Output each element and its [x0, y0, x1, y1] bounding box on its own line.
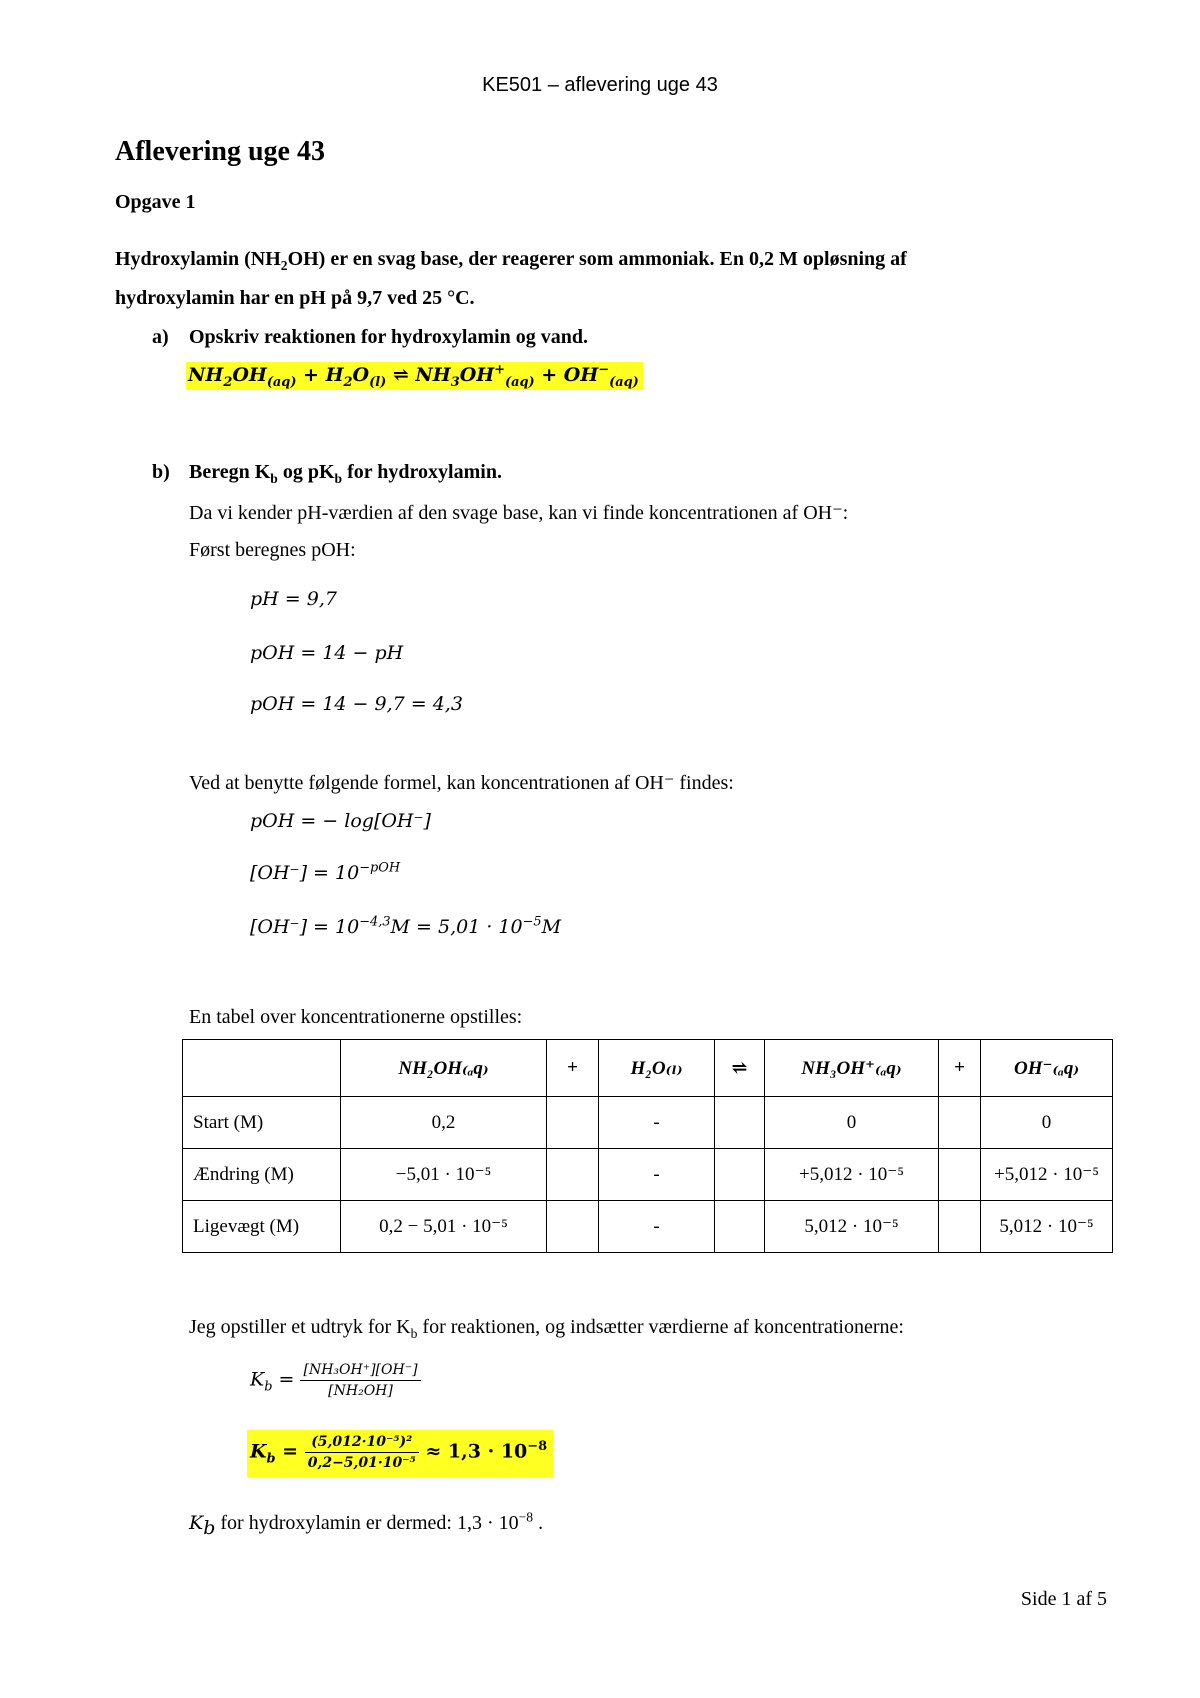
table-cell: [939, 1097, 981, 1149]
text-oh-intro: Da vi kender pH-værdien af den svage base, kan vi finde koncentrationen af OH⁻:: [189, 502, 849, 524]
table-cell: 0: [765, 1097, 939, 1149]
table-cell: 0,2 − 5,01 · 10⁻⁵: [341, 1201, 547, 1253]
table-cell: [715, 1097, 765, 1149]
eq-poh-value: pOH = 14 − 9,7 = 4,3: [250, 693, 463, 715]
part-b-marker: b): [152, 461, 170, 483]
table-cell: +5,012 · 10⁻⁵: [981, 1149, 1113, 1201]
table-cell: [547, 1201, 599, 1253]
table-header-cell: NH₂OH₍ₐq₎: [341, 1040, 547, 1097]
eq-oh-value: $[OH^-] = 10^{-4,3}M = 5,01 \cdot 10^{-5}M$: [250, 914, 562, 938]
page-header: KE501 – aflevering uge 43: [482, 74, 718, 96]
intro-line-2: hydroxylamin har en pH på 9,7 ved 25 °C.: [115, 287, 475, 309]
table-cell: [939, 1149, 981, 1201]
intro-line-1: Hydroxylamin $(NH_2OH)$ er en svag base, der reagerer som ammoniak. En 0,2 M opløsning af: [115, 248, 907, 273]
table-header-cell: +: [939, 1040, 981, 1097]
table-cell: Ligevægt (M): [183, 1201, 341, 1253]
page-footer: Side 1 af 5: [1020, 1588, 1107, 1610]
table-header-cell: H₂O₍ₗ₎: [599, 1040, 715, 1097]
table-cell: +5,012 · 10⁻⁵: [765, 1149, 939, 1201]
table-header-cell: NH₃OH⁺₍ₐq₎: [765, 1040, 939, 1097]
table-header-cell: OH⁻₍ₐq₎: [981, 1040, 1113, 1097]
table-cell: -: [599, 1149, 715, 1201]
page-title: Aflevering uge 43: [115, 136, 325, 167]
table-cell: −5,01 · 10⁻⁵: [341, 1149, 547, 1201]
table-cell: [715, 1201, 765, 1253]
table-cell: [939, 1201, 981, 1253]
table-cell: Ændring (M): [183, 1149, 341, 1201]
table-cell: [715, 1149, 765, 1201]
table-cell: [547, 1149, 599, 1201]
table-header-cell: +: [547, 1040, 599, 1097]
section-heading: Opgave 1: [115, 191, 196, 213]
eq-poh-formula: pOH = 14 − pH: [250, 642, 404, 664]
kb-value-fraction: $\frac{\text{(5,012·10⁻⁵)²}}{\text{0,2−5,01·10⁻⁵}}$: [305, 1434, 419, 1471]
text-poh-first: Først beregnes pOH:: [189, 539, 356, 561]
text-table-intro: En tabel over koncentrationerne opstilles:: [189, 1006, 523, 1028]
part-a-marker: a): [152, 326, 169, 348]
concentration-table: [182, 1039, 1113, 1253]
part-a-question: Opskriv reaktionen for hydroxylamin og vand.: [189, 326, 588, 348]
eq-kb-result: $K_b$ = $\frac{\text{(5,012·10⁻⁵)²}}{\text{0,2−5,01·10⁻⁵}}$ ≈ $1,3 \cdot 10^{-8}$: [247, 1430, 553, 1477]
table-cell: Start (M): [183, 1097, 341, 1149]
conclusion: $K_b$ for hydroxylamin er dermed: $1,3 \cdot 10^{-8}$ .: [189, 1509, 544, 1539]
eq-kb-expression: $K_b$ = $\frac{\text{[NH₃OH⁺][OH⁻]}}{\text{[NH₂OH]}}$: [250, 1362, 421, 1399]
table-header-row: [183, 1040, 1113, 1097]
table-header-cell: [183, 1040, 341, 1097]
table-cell: 0,2: [341, 1097, 547, 1149]
eq-oh-power: $[OH^-] = 10^{-pOH}$: [250, 860, 401, 884]
eq-ph: pH = 9,7: [250, 588, 337, 610]
kb-fraction: $\frac{\text{[NH₃OH⁺][OH⁻]}}{\text{[NH₂OH]}}$: [300, 1362, 420, 1399]
table-cell: [547, 1097, 599, 1149]
table-cell: -: [599, 1097, 715, 1149]
reaction-equation: $NH_2OH_{(aq)} + H_2O_{(l)}$ ⇌ $NH_3OH^+_{(aq)} + OH^-_{(aq)}$: [186, 362, 643, 390]
table-cell: -: [599, 1201, 715, 1253]
text-kb-intro: Jeg opstiller et udtryk for $K_b$ for reaktionen, og indsætter værdierne af koncentrationerne:: [189, 1316, 904, 1341]
text-formula-intro: Ved at benytte følgende formel, kan koncentrationen af OH⁻ findes:: [189, 772, 734, 794]
table-cell: 5,012 · 10⁻⁵: [981, 1201, 1113, 1253]
eq-poh-log: pOH = − log[OH⁻]: [250, 810, 431, 832]
table-row: [183, 1201, 1113, 1253]
table-cell: 5,012 · 10⁻⁵: [765, 1201, 939, 1253]
table-row: [183, 1149, 1113, 1201]
table-cell: 0: [981, 1097, 1113, 1149]
part-b-question: Beregn $K_b$ og $pK_b$ for hydroxylamin.: [189, 461, 502, 486]
table-header-cell: ⇌: [715, 1040, 765, 1097]
table-row: [183, 1097, 1113, 1149]
